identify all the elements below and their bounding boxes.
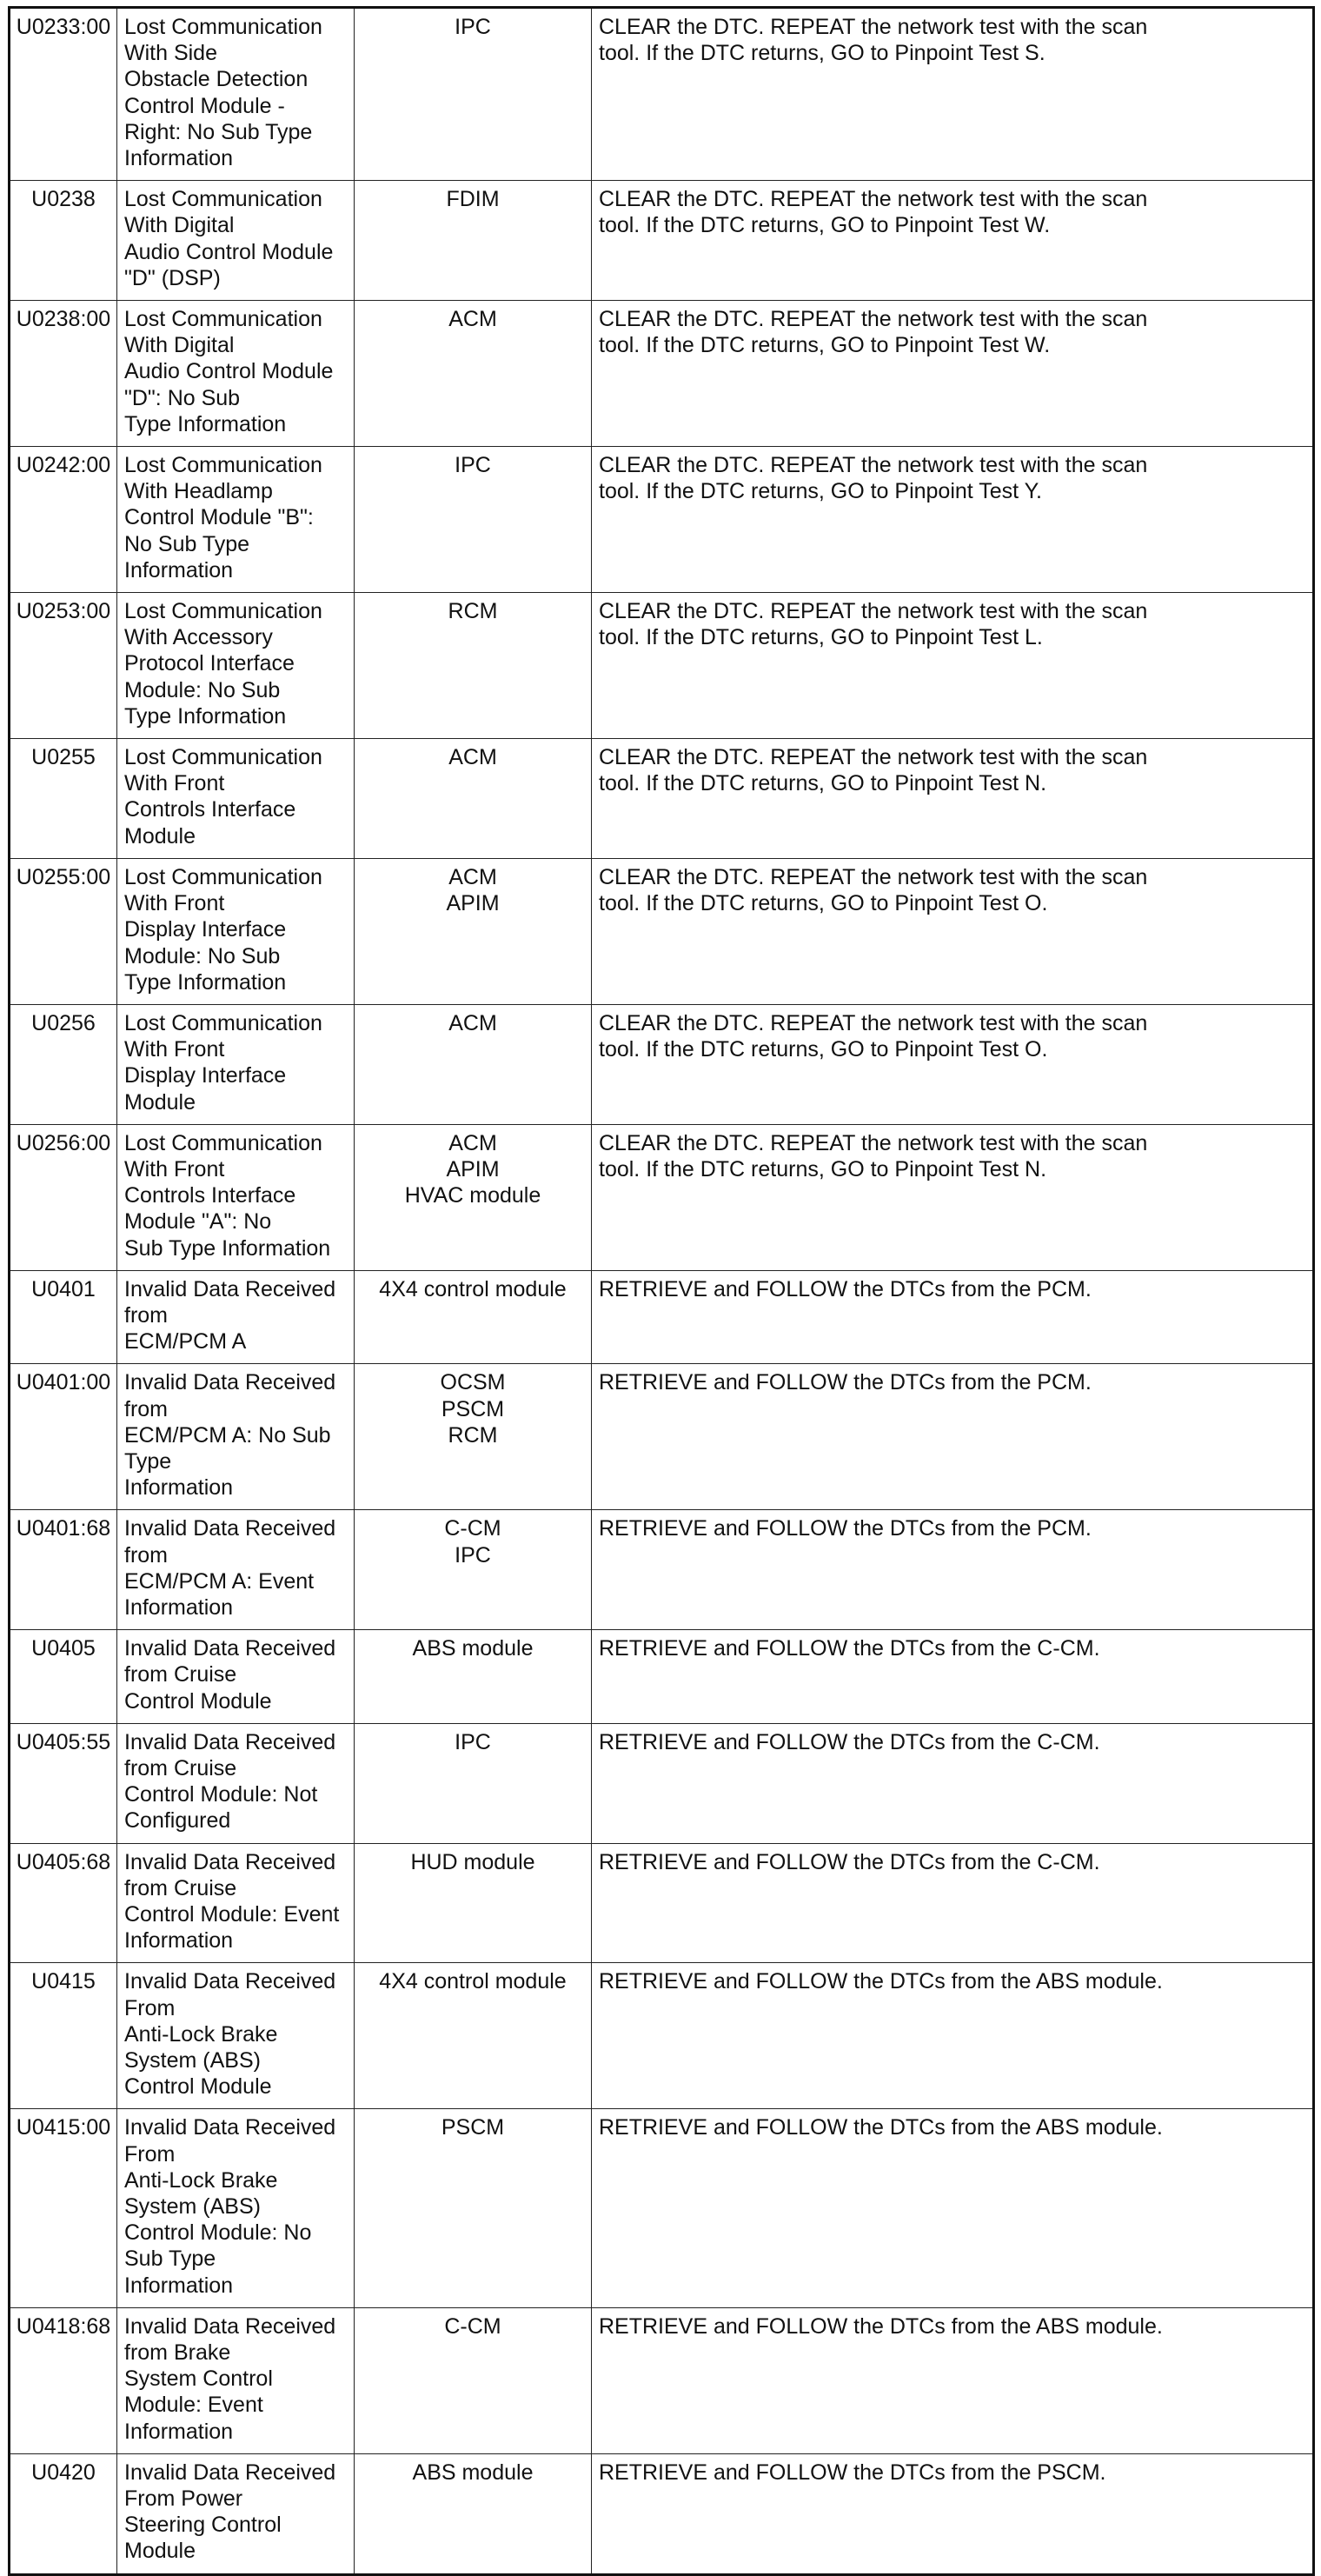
- table-row: [10, 447, 1314, 593]
- module-cell: ACM: [355, 1004, 592, 1124]
- table-row: [10, 1124, 1314, 1270]
- dtc-code-cell: U0255: [10, 739, 117, 859]
- dtc-description-cell: Lost Communication With Side Obstacle Detection Control Module - Right: No Sub Type Information: [117, 8, 355, 181]
- dtc-code-cell: U0415:00: [10, 2109, 117, 2307]
- module-cell: OCSM PSCM RCM: [355, 1364, 592, 1510]
- dtc-code-cell: U0253:00: [10, 593, 117, 739]
- dtc-code-cell: U0238:00: [10, 301, 117, 447]
- dtc-description-cell: Lost Communication With Front Controls Interface Module: [117, 739, 355, 859]
- action-cell: RETRIEVE and FOLLOW the DTCs from the C-CM.: [592, 1843, 1314, 1963]
- action-cell: RETRIEVE and FOLLOW the DTCs from the ABS module.: [592, 1963, 1314, 2109]
- action-cell: RETRIEVE and FOLLOW the DTCs from the PSCM.: [592, 2453, 1314, 2574]
- module-cell: IPC: [355, 8, 592, 181]
- module-cell: ABS module: [355, 1630, 592, 1724]
- dtc-code-cell: U0418:68: [10, 2307, 117, 2453]
- dtc-description-cell: Lost Communication With Digital Audio Control Module "D" (DSP): [117, 181, 355, 301]
- dtc-description-cell: Lost Communication With Accessory Protocol Interface Module: No Sub Type Information: [117, 593, 355, 739]
- action-cell: RETRIEVE and FOLLOW the DTCs from the PCM.: [592, 1364, 1314, 1510]
- dtc-table-container: [8, 6, 1312, 2576]
- dtc-code-cell: U0256: [10, 1004, 117, 1124]
- dtc-code-cell: U0405:55: [10, 1723, 117, 1843]
- dtc-description-cell: Invalid Data Received From Power Steering Control Module: [117, 2453, 355, 2574]
- table-row: [10, 181, 1314, 301]
- dtc-code-cell: U0238: [10, 181, 117, 301]
- table-row: [10, 1963, 1314, 2109]
- module-cell: 4X4 control module: [355, 1270, 592, 1364]
- action-cell: CLEAR the DTC. REPEAT the network test with the scan tool. If the DTC returns, GO to Pinpoint Test W.: [592, 301, 1314, 447]
- dtc-description-cell: Invalid Data Received from Brake System Control Module: Event Information: [117, 2307, 355, 2453]
- table-row: [10, 1270, 1314, 1364]
- action-cell: CLEAR the DTC. REPEAT the network test with the scan tool. If the DTC returns, GO to Pinpoint Test S.: [592, 8, 1314, 181]
- table-row: [10, 2109, 1314, 2307]
- action-cell: RETRIEVE and FOLLOW the DTCs from the ABS module.: [592, 2307, 1314, 2453]
- table-row: [10, 1723, 1314, 1843]
- dtc-description-cell: Invalid Data Received From Anti-Lock Brake System (ABS) Control Module: [117, 1963, 355, 2109]
- action-cell: RETRIEVE and FOLLOW the DTCs from the C-CM.: [592, 1630, 1314, 1724]
- dtc-description-cell: Invalid Data Received from ECM/PCM A: No Sub Type Information: [117, 1364, 355, 1510]
- module-cell: ACM APIM HVAC module: [355, 1124, 592, 1270]
- module-cell: RCM: [355, 593, 592, 739]
- dtc-code-cell: U0242:00: [10, 447, 117, 593]
- table-row: [10, 593, 1314, 739]
- dtc-description-cell: Lost Communication With Digital Audio Control Module "D": No Sub Type Information: [117, 301, 355, 447]
- module-cell: C-CM IPC: [355, 1510, 592, 1630]
- dtc-description-cell: Invalid Data Received from ECM/PCM A: [117, 1270, 355, 1364]
- action-cell: CLEAR the DTC. REPEAT the network test with the scan tool. If the DTC returns, GO to Pinpoint Test N.: [592, 739, 1314, 859]
- action-cell: CLEAR the DTC. REPEAT the network test with the scan tool. If the DTC returns, GO to Pinpoint Test W.: [592, 181, 1314, 301]
- dtc-description-cell: Invalid Data Received from Cruise Control Module: Event Information: [117, 1843, 355, 1963]
- action-cell: CLEAR the DTC. REPEAT the network test with the scan tool. If the DTC returns, GO to Pinpoint Test O.: [592, 858, 1314, 1004]
- module-cell: ACM APIM: [355, 858, 592, 1004]
- dtc-code-cell: U0256:00: [10, 1124, 117, 1270]
- module-cell: ACM: [355, 739, 592, 859]
- action-cell: CLEAR the DTC. REPEAT the network test with the scan tool. If the DTC returns, GO to Pinpoint Test N.: [592, 1124, 1314, 1270]
- module-cell: IPC: [355, 1723, 592, 1843]
- table-row: [10, 858, 1314, 1004]
- module-cell: PSCM: [355, 2109, 592, 2307]
- action-cell: RETRIEVE and FOLLOW the DTCs from the C-CM.: [592, 1723, 1314, 1843]
- table-row: [10, 2307, 1314, 2453]
- dtc-description-cell: Lost Communication With Front Controls Interface Module "A": No Sub Type Information: [117, 1124, 355, 1270]
- action-cell: CLEAR the DTC. REPEAT the network test with the scan tool. If the DTC returns, GO to Pinpoint Test L.: [592, 593, 1314, 739]
- module-cell: ABS module: [355, 2453, 592, 2574]
- dtc-description-cell: Invalid Data Received from ECM/PCM A: Event Information: [117, 1510, 355, 1630]
- dtc-code-cell: U0255:00: [10, 858, 117, 1004]
- dtc-code-cell: U0233:00: [10, 8, 117, 181]
- table-row: [10, 2453, 1314, 2574]
- dtc-code-cell: U0420: [10, 2453, 117, 2574]
- table-row: [10, 1843, 1314, 1963]
- module-cell: HUD module: [355, 1843, 592, 1963]
- module-cell: C-CM: [355, 2307, 592, 2453]
- table-row: [10, 1630, 1314, 1724]
- dtc-description-cell: Lost Communication With Headlamp Control Module "B": No Sub Type Information: [117, 447, 355, 593]
- dtc-code-cell: U0415: [10, 1963, 117, 2109]
- action-cell: RETRIEVE and FOLLOW the DTCs from the PCM.: [592, 1270, 1314, 1364]
- table-row: [10, 301, 1314, 447]
- module-cell: 4X4 control module: [355, 1963, 592, 2109]
- table-row: [10, 739, 1314, 859]
- dtc-code-cell: U0405: [10, 1630, 117, 1724]
- module-cell: IPC: [355, 447, 592, 593]
- dtc-description-cell: Invalid Data Received From Anti-Lock Brake System (ABS) Control Module: No Sub Type Information: [117, 2109, 355, 2307]
- action-cell: RETRIEVE and FOLLOW the DTCs from the PCM.: [592, 1510, 1314, 1630]
- action-cell: CLEAR the DTC. REPEAT the network test with the scan tool. If the DTC returns, GO to Pinpoint Test O.: [592, 1004, 1314, 1124]
- table-row: [10, 1510, 1314, 1630]
- module-cell: ACM: [355, 301, 592, 447]
- dtc-table: [8, 6, 1315, 2576]
- dtc-code-cell: U0401:00: [10, 1364, 117, 1510]
- dtc-description-cell: Lost Communication With Front Display Interface Module: [117, 1004, 355, 1124]
- table-row: [10, 1364, 1314, 1510]
- dtc-code-cell: U0401:68: [10, 1510, 117, 1630]
- dtc-code-cell: U0405:68: [10, 1843, 117, 1963]
- dtc-description-cell: Invalid Data Received from Cruise Control Module: Not Configured: [117, 1723, 355, 1843]
- table-row: [10, 8, 1314, 181]
- dtc-description-cell: Invalid Data Received from Cruise Control Module: [117, 1630, 355, 1724]
- table-row: [10, 1004, 1314, 1124]
- dtc-description-cell: Lost Communication With Front Display Interface Module: No Sub Type Information: [117, 858, 355, 1004]
- module-cell: FDIM: [355, 181, 592, 301]
- action-cell: CLEAR the DTC. REPEAT the network test with the scan tool. If the DTC returns, GO to Pinpoint Test Y.: [592, 447, 1314, 593]
- dtc-code-cell: U0401: [10, 1270, 117, 1364]
- action-cell: RETRIEVE and FOLLOW the DTCs from the ABS module.: [592, 2109, 1314, 2307]
